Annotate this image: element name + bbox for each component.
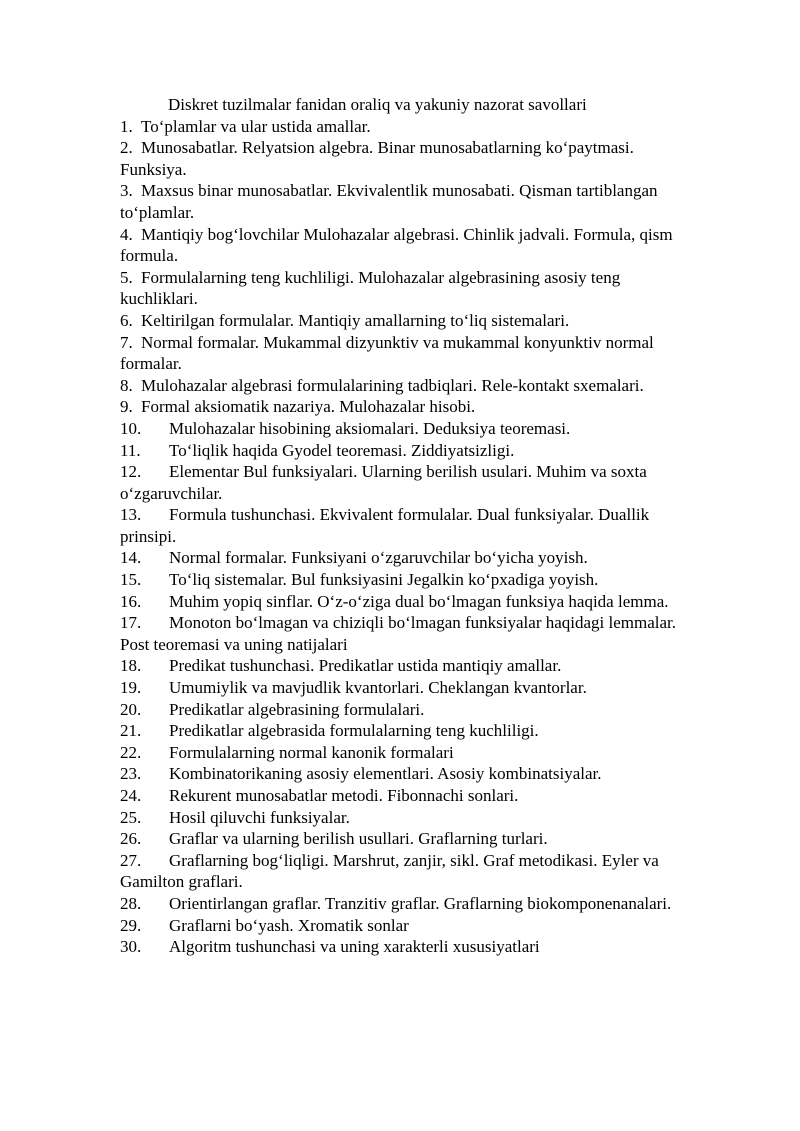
item-number: 19. [120,678,142,698]
list-item [120,828,682,850]
item-number: 27. [120,850,142,870]
list-item [120,655,682,677]
item-text: Maxsus binar munosabatlar. Ekvivalentlik munosabati. Qisman tartiblangan to‘plamlar. [120,181,658,222]
item-number: 11. [120,440,141,460]
list-item [120,850,682,893]
item-number: 5. [120,267,133,287]
item-text: Kombinatorikaning asosiy elementlari. Asosiy kombinatsiyalar. [169,764,602,784]
item-number: 2. [120,138,133,158]
list-item [120,742,682,764]
list-item [120,807,682,829]
item-text: Graflarning bog‘liqligi. Marshrut, zanjir, sikl. Graf metodikasi. Eyler va Gamilton graflari. [120,850,659,892]
list-item [120,936,682,958]
item-text: Predikatlar algebrasining formulalari. [169,699,425,719]
item-text: Monoton bo‘lmagan va chiziqli bo‘lmagan funksiyalar haqidagi lemmalar. Post teoremasi va uning natijalari [120,613,677,654]
item-text: To‘plamlar va ular ustida amallar. [141,116,371,136]
item-number: 1. [120,116,133,136]
item-number: 4. [120,224,133,244]
item-text: Normal formalar. Mukammal dizyunktiv va mukammal konyunktiv normal formalar. [120,332,654,374]
item-number: 18. [120,656,142,676]
item-number: 24. [120,786,142,805]
item-text: Normal formalar. Funksiyani o‘zgaruvchilar bo‘yicha yoyish. [169,548,588,568]
list-item [120,720,682,742]
item-number: 22. [120,742,142,762]
item-number: 14. [120,548,142,568]
item-text: Predikatlar algebrasida formulalarning teng kuchliligi. [169,721,539,741]
list-item [120,591,682,613]
item-number: 9. [120,397,133,417]
list-item [120,461,682,504]
list-item [120,396,682,418]
item-number: 23. [120,764,142,784]
list-item [120,267,682,310]
list-item [120,180,682,223]
list-item [120,224,682,267]
list-item [120,915,682,937]
item-text: Keltirilgan formulalar. Mantiqiy amallarning to‘liq sistemalari. [141,310,570,330]
item-text: Formulalarning teng kuchliligi. Mulohazalar algebrasining asosiy teng kuchliklari. [120,267,621,309]
item-number: 16. [120,591,142,611]
item-text: Graflarni bo‘yash. Xromatik sonlar [169,915,409,935]
list-item [120,699,682,721]
list-item [120,440,682,462]
item-number: 21. [120,721,142,741]
item-text: Umumiylik va mavjudlik kvantorlari. Cheklangan kvantorlar. [169,678,587,698]
item-text: Formulalarning normal kanonik formalari [169,742,454,762]
item-number: 12. [120,462,142,482]
item-text: Mantiqiy bog‘lovchilar Mulohazalar algebrasi. Chinlik jadvali. Formula, qism formula. [120,224,673,266]
item-text: Graflar va ularning berilish usullari. Graflarning turlari. [169,829,548,849]
item-number: 29. [120,915,142,935]
item-text: Predikat tushunchasi. Predikatlar ustida mantiqiy amallar. [169,656,562,676]
list-item [120,332,682,375]
item-text: Munosabatlar. Relyatsion algebra. Binar munosabatlarning ko‘paytmasi. Funksiya. [120,138,634,179]
list-item [120,763,682,785]
list-item [120,677,682,699]
item-text: Hosil qiluvchi funksiyalar. [169,807,350,827]
item-text: Orientirlangan graflar. Tranzitiv graflar. Graflarning biokomponenanalari. [169,893,672,913]
list-item [120,504,682,547]
item-text: To‘liq sistemalar. Bul funksiyasini Jegalkin ko‘pxadiga yoyish. [169,570,599,590]
item-number: 13. [120,505,142,525]
item-number: 17. [120,613,142,633]
item-number: 15. [120,570,142,590]
list-item [120,137,682,180]
item-number: 10. [120,418,142,438]
item-text: Formula tushunchasi. Ekvivalent formulalar. Dual funksiyalar. Duallik prinsipi. [120,505,650,546]
list-item [120,893,682,915]
list-item [120,116,682,138]
document-title: Diskret tuzilmalar fanidan oraliq va yakuniy nazorat savollari [168,95,587,114]
item-number: 3. [120,181,133,201]
item-number: 30. [120,937,142,957]
list-item [120,785,682,807]
item-number: 8. [120,375,133,395]
document-body [120,94,682,958]
item-text: Algoritm tushunchasi va uning xarakterli xususiyatlari [169,937,540,957]
item-number: 26. [120,829,142,849]
item-number: 25. [120,807,142,827]
item-text: Elementar Bul funksiyalari. Ularning berilish usulari. Muhim va soxta o‘zgaruvchilar. [120,462,647,503]
list-item [120,569,682,591]
item-number: 28. [120,893,142,913]
item-text: Muhim yopiq sinflar. O‘z-o‘ziga dual bo‘lmagan funksiya haqida lemma. [169,591,669,611]
item-number: 7. [120,332,133,352]
list-item [120,612,682,655]
list-item [120,310,682,332]
item-number: 20. [120,699,142,719]
item-text: Mulohazalar hisobining aksiomalari. Deduksiya teoremasi. [169,418,571,438]
list-item [120,547,682,569]
item-text: Formal aksiomatik nazariya. Mulohazalar hisobi. [141,397,476,417]
item-number: 6. [120,310,133,330]
item-text: To‘liqlik haqida Gyodel teoremasi. Ziddiyatsizligi. [169,440,515,460]
item-text: Mulohazalar algebrasi formulalarining tadbiqlari. Rele-kontakt sxemalari. [141,375,644,395]
item-text: Rekurent munosabatlar metodi. Fibonnachi sonlari. [169,786,519,805]
list-item [120,375,682,397]
list-item [120,418,682,440]
